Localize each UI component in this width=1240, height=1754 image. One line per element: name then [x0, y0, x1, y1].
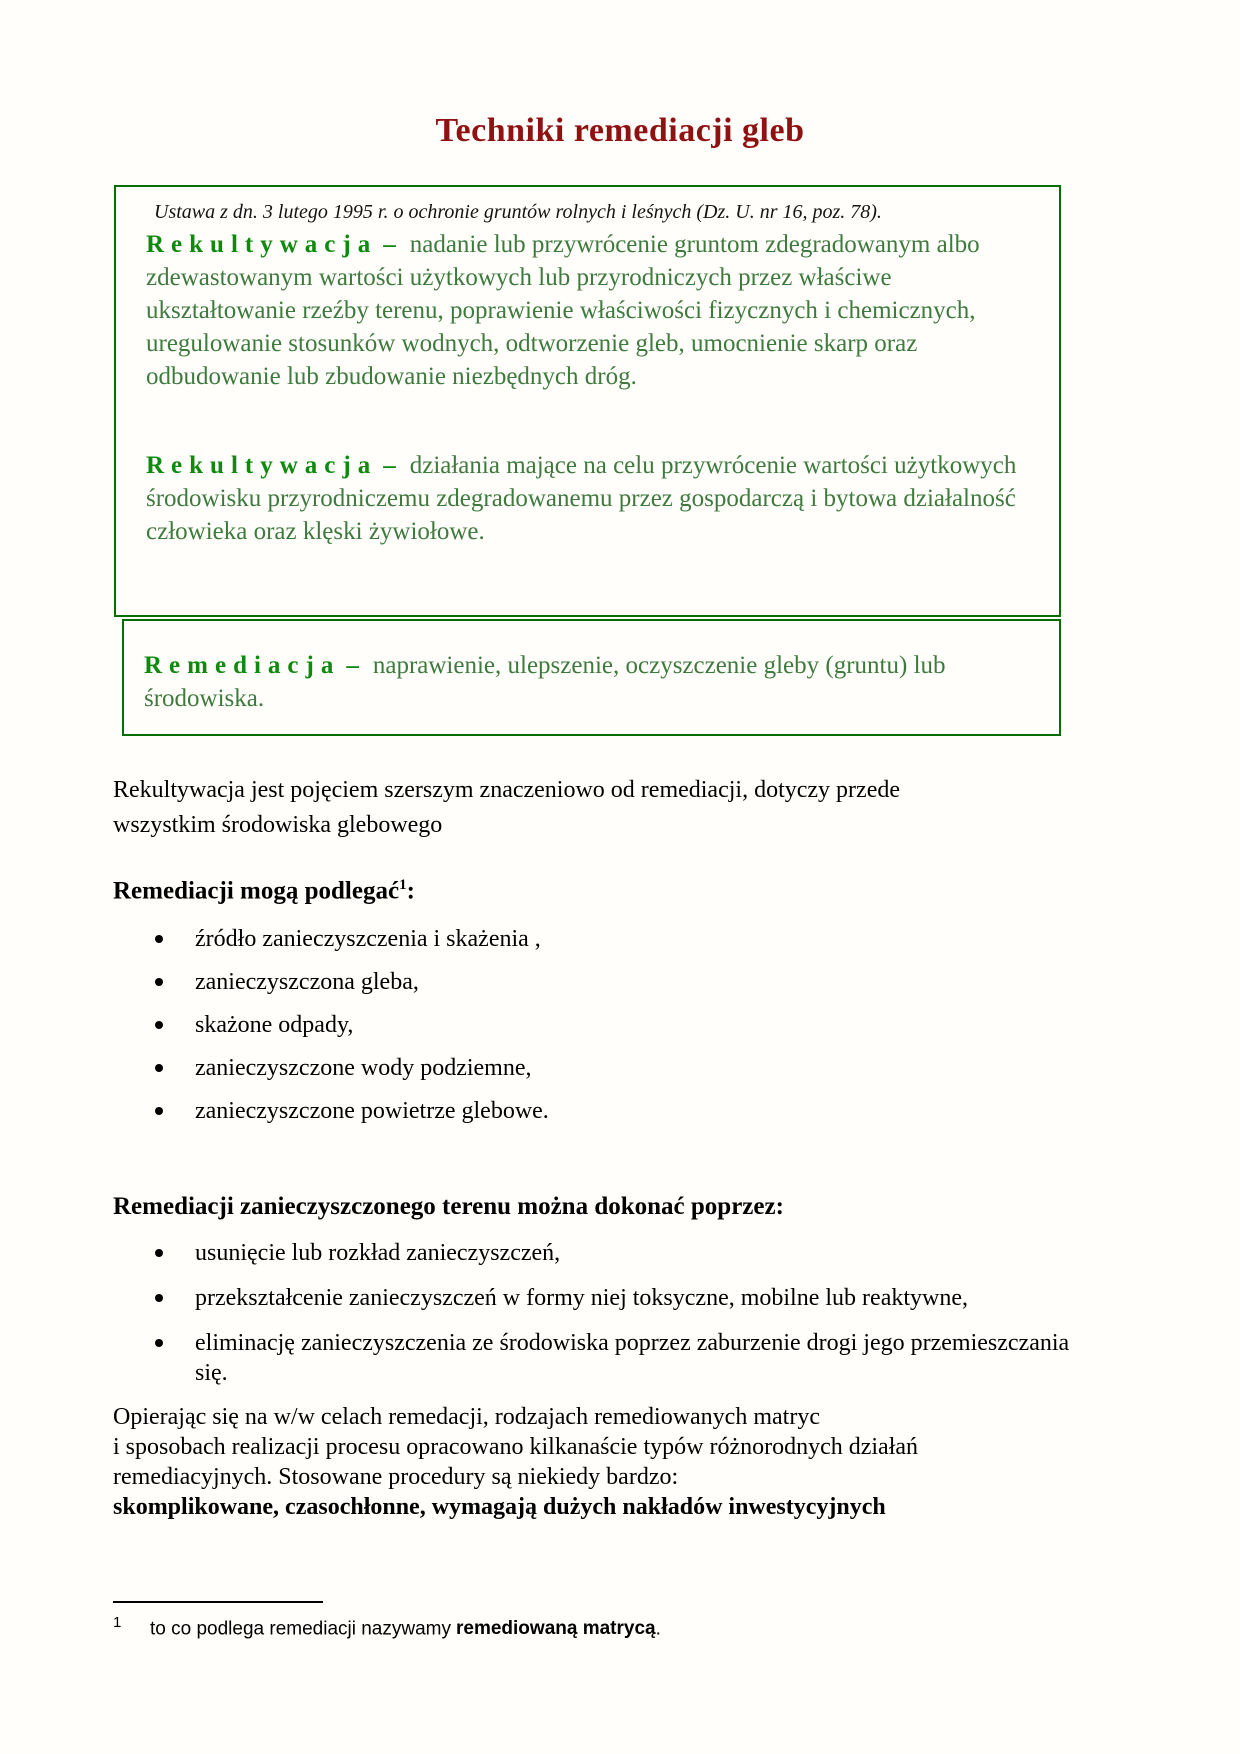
list-item	[113, 1328, 1078, 1388]
bullet-icon	[155, 1249, 163, 1257]
closing-paragraph	[113, 1402, 1113, 1522]
list-item	[113, 967, 1078, 997]
definition-dash: –	[383, 452, 396, 479]
methods-bullet-list	[113, 1238, 1078, 1403]
definition-rekultywacja-2	[146, 449, 1043, 548]
list-item-text: eliminację zanieczyszczenia ze środowiska poprzez zaburzenie drogi jego przemieszczania się.	[195, 1330, 1070, 1386]
footnote-text: to co podlega remediacji nazywamy	[150, 1618, 451, 1640]
term-remediacja: Remediacja	[144, 652, 341, 679]
list-item-text: źródło zanieczyszczenia i skażenia ,	[195, 926, 541, 952]
list-item	[113, 1238, 1078, 1268]
list-item-text: skażone odpady,	[195, 1012, 354, 1038]
bullet-icon	[155, 1064, 163, 1072]
footnote-suffix: .	[655, 1618, 661, 1640]
bullet-icon	[155, 1021, 163, 1029]
term-rekultywacja: Rekultywacja	[146, 231, 378, 258]
footnote-marker-number: 1	[113, 1614, 122, 1631]
legal-source-line: Ustawa z dn. 3 lutego 1995 r. o ochronie gruntów rolnych i leśnych (Dz. U. nr 16, poz. 78).	[154, 201, 882, 223]
list-item	[113, 1053, 1078, 1083]
bullet-icon	[155, 935, 163, 943]
definition-box-remediacja	[122, 619, 1061, 736]
bullet-icon	[155, 1107, 163, 1115]
list-item	[113, 1010, 1078, 1040]
targets-bullet-list	[113, 924, 1078, 1139]
term-rekultywacja: Rekultywacja	[146, 452, 378, 479]
heading-text: Remediacji mogą podlegać	[113, 877, 400, 905]
section-heading-targets	[113, 870, 415, 906]
paragraph-line: Rekultywacja jest pojęciem szerszym znaczeniowo od remediacji, dotyczy przede	[113, 777, 900, 803]
list-item-text: zanieczyszczone wody podziemne,	[195, 1055, 532, 1081]
definition-text: działania mające na celu przywrócenie wartości użytkowych środowisku przyrodniczemu zdegradowanemu przez gospodarczą i bytowa działalność człowieka oraz klęski żywiołowe.	[146, 452, 1017, 545]
definition-dash: –	[346, 652, 359, 679]
definition-text: nadanie lub przywrócenie gruntom zdegradowanym albo zdewastowanym wartości użytkowych lub przyrodniczych przez właściwe ukształtowanie rzeźby terenu, poprawienie właściwości fizycznych i chemicznych, uregulowanie stosunków wodnych, odtworzenie gleb, umocnienie skarp oraz odbudowanie lub zbudowanie niezbędnych dróg.	[146, 231, 980, 390]
bullet-icon	[155, 1339, 163, 1347]
paragraph-line: remediacyjnych. Stosowane procedury są niekiedy bardzo:	[113, 1464, 679, 1490]
list-item-text: przekształcenie zanieczyszczeń w formy niej toksyczne, mobilne lub reaktywne,	[195, 1285, 968, 1311]
definition-dash: –	[383, 231, 396, 258]
paragraph-bold-line: skomplikowane, czasochłonne, wymagają dużych nakładów inwestycyjnych	[113, 1494, 886, 1520]
list-item-text: usunięcie lub rozkład zanieczyszczeń,	[195, 1240, 561, 1266]
footnote-divider	[113, 1601, 323, 1603]
list-item-text: zanieczyszczona gleba,	[195, 969, 419, 995]
list-item	[113, 924, 1078, 954]
footnote	[113, 1610, 1013, 1642]
footnote-bold-text: remediowaną matrycą	[456, 1618, 656, 1640]
list-item	[113, 1283, 1078, 1313]
paragraph-line: wszystkim środowiska glebowego	[113, 812, 443, 838]
list-item	[113, 1096, 1078, 1126]
footnote-reference: 1	[399, 877, 407, 893]
definition-remediacja	[144, 649, 1043, 715]
paragraph-line: Opierając się na w/w celach remedacji, rodzajach remediowanych matryc	[113, 1404, 820, 1430]
definition-box-rekultywacja	[114, 185, 1061, 617]
footnote-marker	[113, 1610, 150, 1642]
definition-text: naprawienie, ulepszenie, oczyszczenie gleby (gruntu) lub środowiska.	[144, 652, 946, 712]
bullet-icon	[155, 1294, 163, 1302]
comparison-paragraph	[113, 773, 1093, 843]
page-title: Techniki remediacji gleb	[435, 112, 805, 149]
list-item-text: zanieczyszczone powietrze glebowe.	[195, 1098, 549, 1124]
section-heading-methods: Remediacji zanieczyszczonego terenu można dokonać poprzez:	[113, 1193, 784, 1220]
heading-suffix: :	[406, 877, 415, 905]
definition-rekultywacja-1	[146, 228, 1043, 393]
paragraph-line: i sposobach realizacji procesu opracowano kilkanaście typów różnorodnych działań	[113, 1434, 919, 1460]
bullet-icon	[155, 978, 163, 986]
